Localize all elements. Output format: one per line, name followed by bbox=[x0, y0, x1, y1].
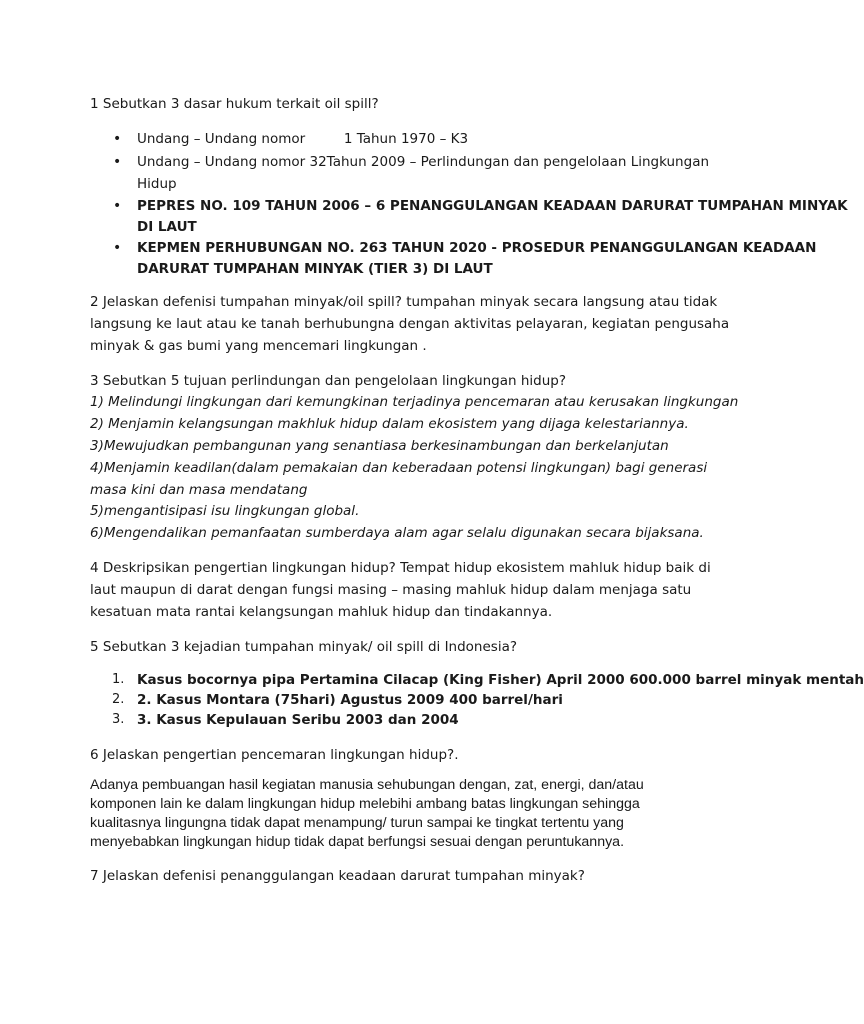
goal-1: 1) Melindungi lingkungan dari kemungkinan terjadinya pencemaran atau kerusakan lingkungan bbox=[90, 394, 739, 410]
legal-basis-2-line-1: Undang – Undang nomor 32Tahun 2009 – Perlindungan dan pengelolaan Lingkungan bbox=[137, 154, 710, 170]
legal-basis-2-line-2: Hidup bbox=[137, 176, 177, 192]
incident-3: 3. Kasus Kepulauan Seribu 2003 dan 2004 bbox=[137, 712, 459, 728]
question-4-line-2: laut maupun di darat dengan fungsi masing – masing mahluk hidup dalam menjaga satu bbox=[90, 582, 692, 598]
answer-6-line-2: komponen lain ke dalam lingkungan hidup melebihi ambang batas lingkungan sehingga bbox=[90, 796, 640, 812]
goal-3: 3)Mewujudkan pembangunan yang senantiasa berkesinambungan dan berkelanjutan bbox=[90, 438, 669, 454]
incident-2: 2. Kasus Montara (75hari) Agustus 2009 400 barrel/hari bbox=[137, 692, 563, 708]
answer-6-line-3: kualitasnya lingungna tidak dapat menampung/ turun sampai ke tingkat tertentu yang bbox=[90, 815, 624, 831]
bullet-1-dot: • bbox=[113, 131, 122, 147]
legal-basis-1: Undang – Undang nomor 1 Tahun 1970 – K3 bbox=[137, 131, 469, 147]
legal-basis-3-line-1: PEPRES NO. 109 TAHUN 2006 – 6 PENANGGULANGAN KEADAAN DARURAT TUMPAHAN MINYAK bbox=[137, 198, 848, 214]
incident-1: Kasus bocornya pipa Pertamina Cilacap (King Fisher) April 2000 600.000 barrel minyak mentah bbox=[137, 672, 864, 688]
goal-5: 5)mengantisipasi isu lingkungan global. bbox=[90, 503, 360, 519]
legal-basis-3-line-2: DI LAUT bbox=[137, 219, 197, 235]
answer-6-line-1: Adanya pembuangan hasil kegiatan manusia sehubungan dengan, zat, energi, dan/atau bbox=[90, 777, 644, 793]
incident-1-number: 1. bbox=[112, 672, 125, 687]
question-2-line-2: langsung ke laut atau ke tanah berhubungna dengan aktivitas pelayaran, kegiatan pengusaha bbox=[90, 316, 730, 332]
question-2-line-3: minyak & gas bumi yang mencemari lingkungan . bbox=[90, 338, 427, 354]
goal-4-line-1: 4)Menjamin keadilan(dalam pemakaian dan keberadaan potensi lingkungan) bagi generasi bbox=[90, 460, 708, 476]
goal-6: 6)Mengendalikan pemanfaatan sumberdaya alam agar selalu digunakan secara bijaksana. bbox=[90, 525, 704, 541]
incident-2-number: 2. bbox=[112, 692, 125, 707]
question-6: 6 Jelaskan pengertian pencemaran lingkungan hidup?. bbox=[90, 747, 459, 763]
question-2-line-1: 2 Jelaskan defenisi tumpahan minyak/oil spill? tumpahan minyak secara langsung atau tidak bbox=[90, 294, 718, 310]
question-5: 5 Sebutkan 3 kejadian tumpahan minyak/ oil spill di Indonesia? bbox=[90, 639, 518, 655]
question-4-line-1: 4 Deskripsikan pengertian lingkungan hidup? Tempat hidup ekosistem mahluk hidup baik di bbox=[90, 560, 711, 576]
incident-3-number: 3. bbox=[112, 712, 125, 727]
answer-6-line-4: menyebabkan lingkungan hidup tidak dapat berfungsi sesuai dengan peruntukannya. bbox=[90, 834, 625, 850]
bullet-4-dot: • bbox=[113, 240, 122, 256]
goal-2: 2) Menjamin kelangsungan makhluk hidup dalam ekosistem yang dijaga kelestariannya. bbox=[90, 416, 689, 432]
legal-basis-4-line-1: KEPMEN PERHUBUNGAN NO. 263 TAHUN 2020 - PROSEDUR PENANGGULANGAN KEADAAN bbox=[137, 240, 817, 256]
bullet-2-dot: • bbox=[113, 154, 122, 170]
bullet-3-dot: • bbox=[113, 198, 122, 214]
question-7: 7 Jelaskan defenisi penanggulangan keadaan darurat tumpahan minyak? bbox=[90, 868, 585, 884]
question-4-line-3: kesatuan mata rantai kelangsungan mahluk hidup dan tindakannya. bbox=[90, 604, 553, 620]
goal-4-line-2: masa kini dan masa mendatang bbox=[90, 482, 308, 498]
legal-basis-4-line-2: DARURAT TUMPAHAN MINYAK (TIER 3) DI LAUT bbox=[137, 261, 493, 277]
question-3: 3 Sebutkan 5 tujuan perlindungan dan pengelolaan lingkungan hidup? bbox=[90, 373, 567, 389]
question-1: 1 Sebutkan 3 dasar hukum terkait oil spill? bbox=[90, 96, 379, 112]
